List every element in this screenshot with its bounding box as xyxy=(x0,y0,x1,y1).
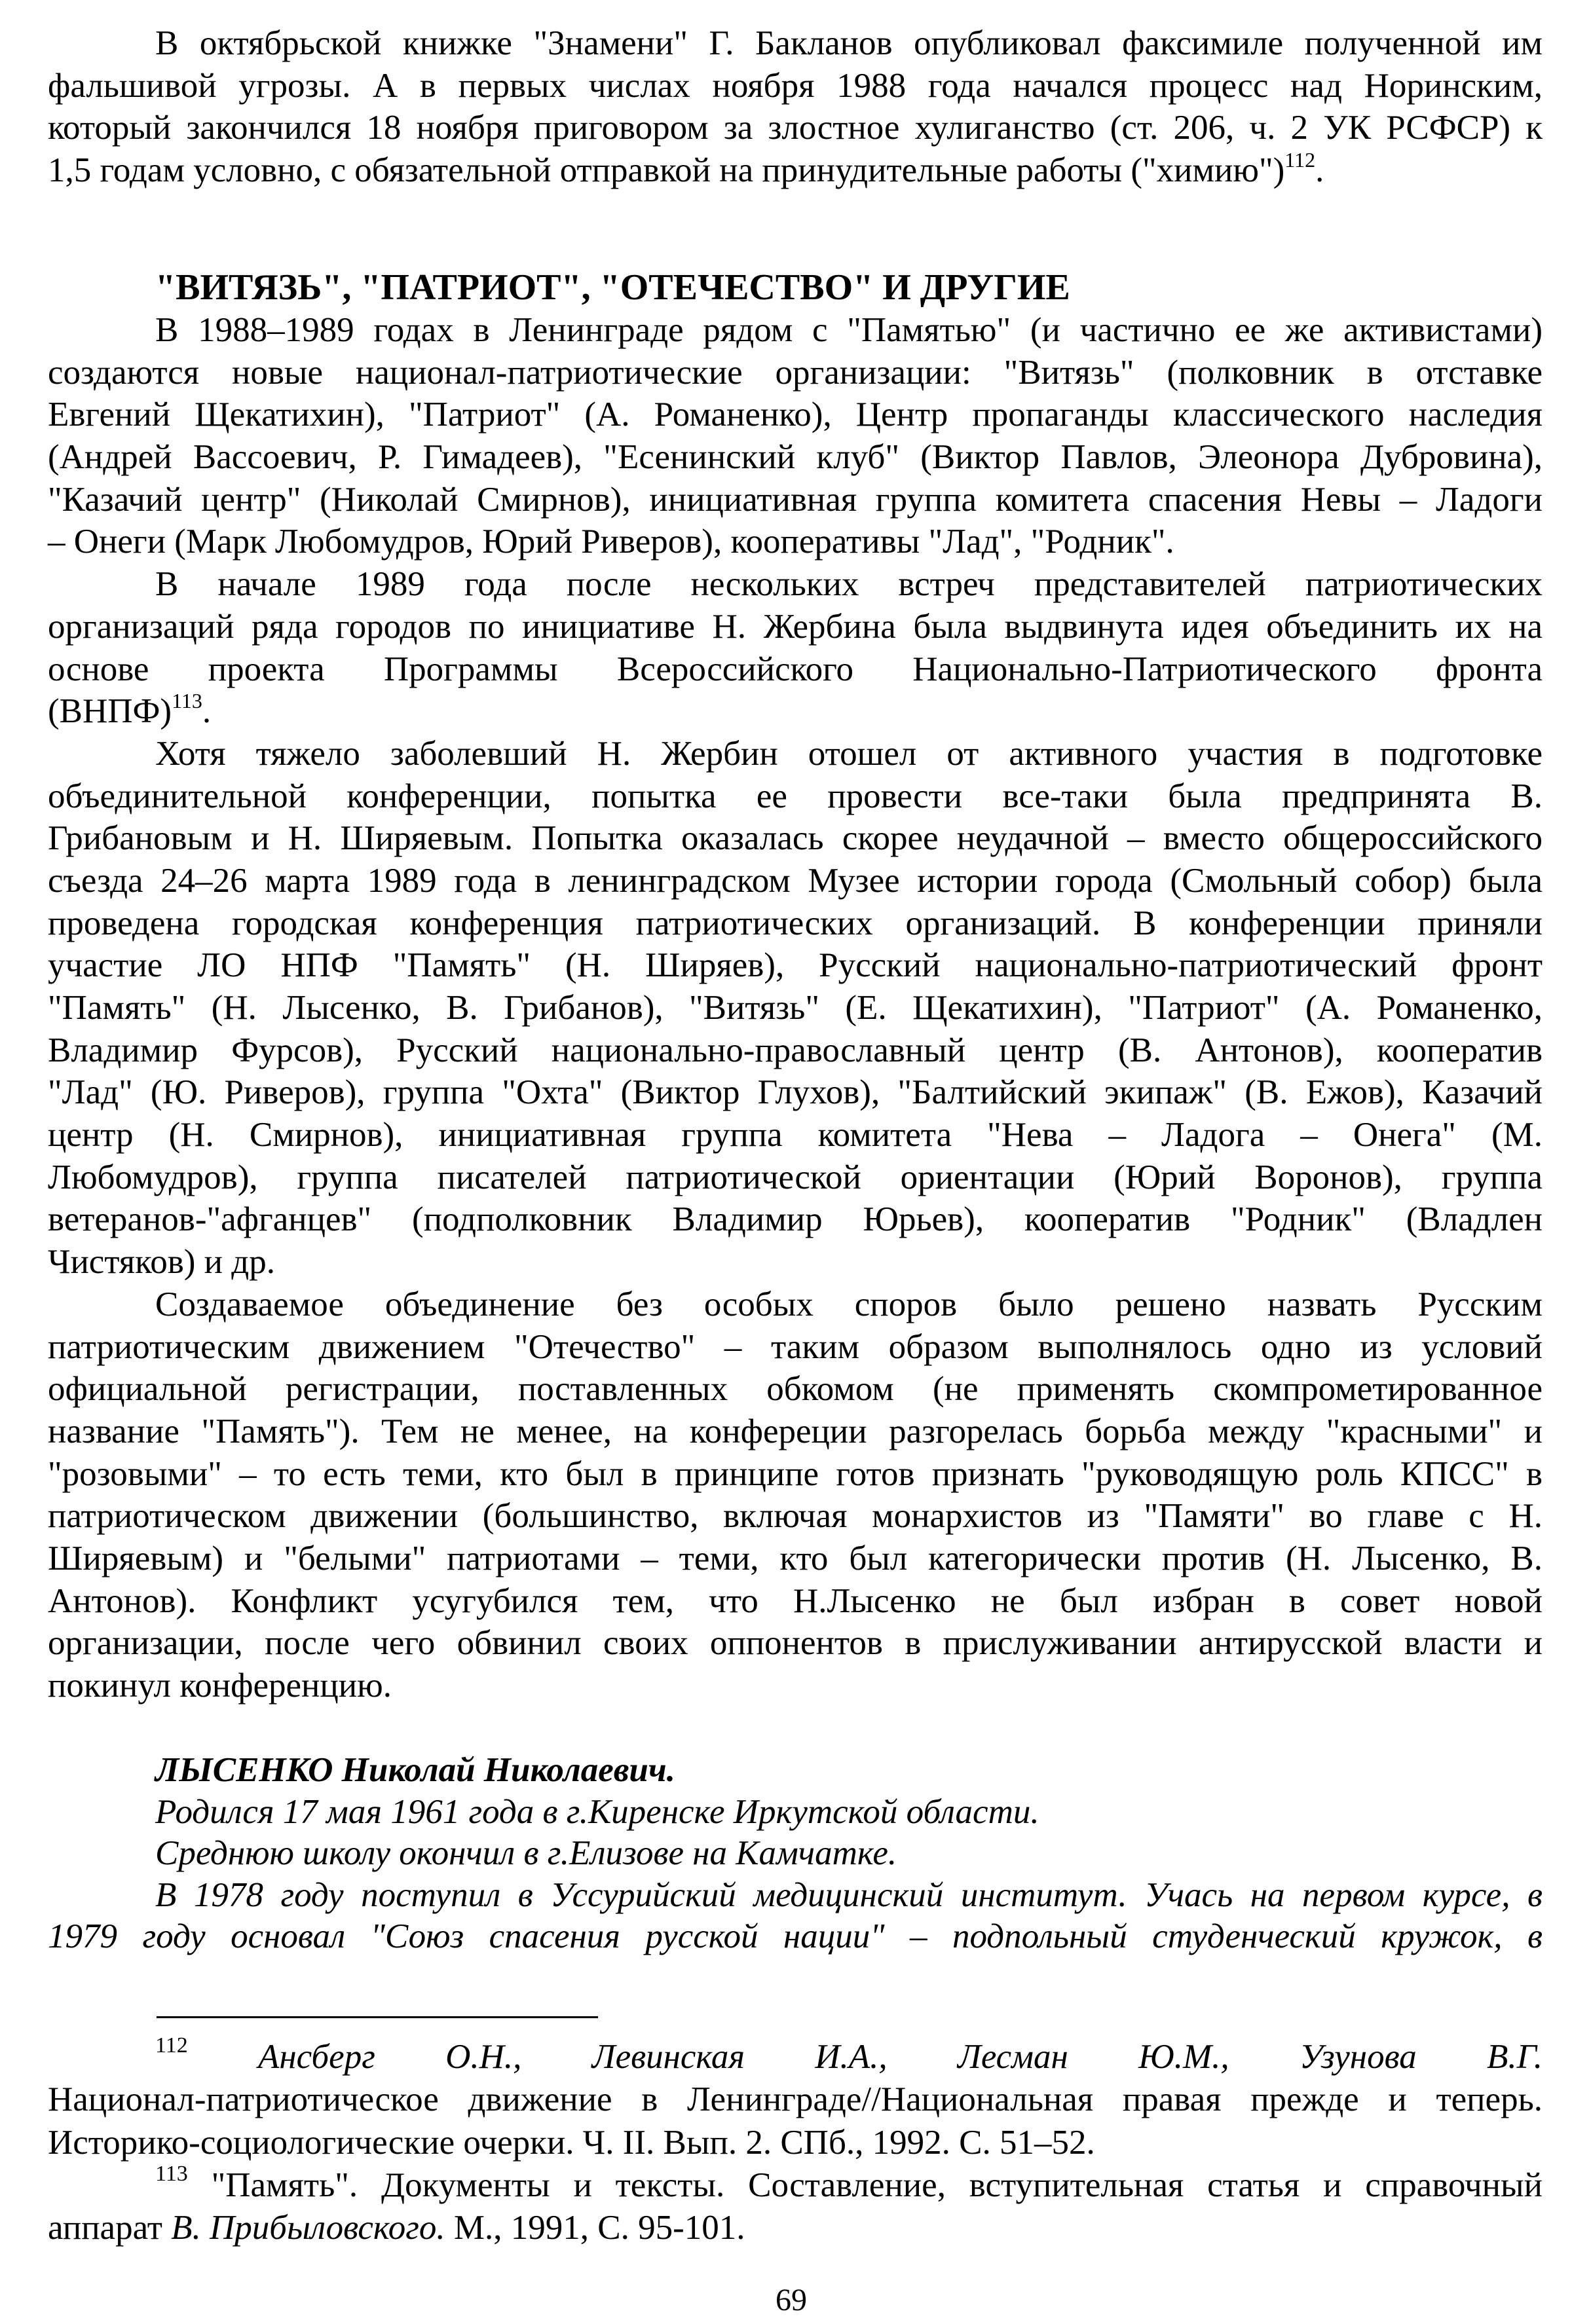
text-line xyxy=(48,2078,1543,2121)
text-line xyxy=(48,987,1543,1029)
text-line xyxy=(48,65,1543,107)
text-line xyxy=(48,1368,1543,1411)
text-line xyxy=(48,1283,1543,1326)
text-line xyxy=(48,1198,1543,1241)
text-line xyxy=(48,394,1543,436)
biography-block xyxy=(48,1750,1543,1958)
text-segment: Антонов). Конфликт усугубился тем, что Н.Лысенко не был избран в совет новой xyxy=(48,1581,1543,1620)
text-segment: 1,5 годам условно, с обязательной отправкой на принудительные работы ("химию") xyxy=(48,151,1285,190)
text-line xyxy=(48,1241,1543,1283)
text-segment: В. Прибыловского. xyxy=(171,2209,445,2247)
text-segment: патриотическим движением "Отечество" – таким образом выполнялось одно из условий xyxy=(48,1327,1543,1366)
text-segment: Евгений Щекатихин), "Патриот" (А. Романенко), Центр пропаганды классического наследия xyxy=(48,396,1543,434)
text-line xyxy=(48,1833,1543,1875)
text-line xyxy=(48,2033,1543,2078)
text-line xyxy=(48,1875,1543,1917)
text-line xyxy=(48,606,1543,648)
text-segment: аппарат xyxy=(48,2209,172,2247)
text-line xyxy=(48,1071,1543,1114)
text-line xyxy=(48,1792,1543,1834)
text-segment: В 1988–1989 годах в Ленинграде рядом с "Памятью" (и частично ее же активистами) xyxy=(155,311,1543,349)
text-segment: "Лад" (Ю. Риверов), группа "Охта" (Виктор Глухов), "Балтийский экипаж" (В. Ежов), Казачий xyxy=(48,1073,1543,1112)
text-segment: Чистяков) и др. xyxy=(48,1243,275,1282)
text-line xyxy=(48,1538,1543,1580)
footnote-ref: 113 xyxy=(155,2161,188,2186)
text-line xyxy=(48,479,1543,521)
footnote-ref: 112 xyxy=(155,2033,188,2057)
text-line xyxy=(48,1029,1543,1072)
text-line xyxy=(48,1495,1543,1538)
text-line xyxy=(48,690,1543,733)
text-segment: Ширяевым) и "белыми" патриотами – теми, кто был категорически против (Н. Лысенко, В. xyxy=(48,1539,1543,1577)
text-segment: Ансберг О.Н., Левинская И.А., Лесман Ю.М., Узунова В.Г. xyxy=(258,2038,1543,2076)
text-line xyxy=(48,2207,1543,2249)
text-segment: объединительной конференции, попытка ее провести все-таки была предпринята В. xyxy=(48,777,1543,815)
text-segment: Любомудров), группа писателей патриотической ориентации (Юрий Воронов), группа xyxy=(48,1158,1543,1196)
text-segment xyxy=(188,2038,258,2076)
page-number: 69 xyxy=(776,2283,807,2317)
text-segment: . xyxy=(202,692,212,731)
text-line xyxy=(48,107,1543,149)
text-segment: В начале 1989 года после нескольких встреч представителей патриотических xyxy=(155,565,1543,604)
text-segment: организаций ряда городов по инициативе Н. Жербина была выдвинута идея объединить их на xyxy=(48,607,1543,646)
text-line xyxy=(48,1453,1543,1496)
text-segment: центр (Н. Смирнов), инициативная группа комитета "Нева – Ладога – Онега" (М. xyxy=(48,1116,1543,1154)
text-segment: (ВНПФ) xyxy=(48,692,172,731)
text-segment: Грибановым и Н. Ширяевым. Попытка оказалась скорее неудачной – вместо общероссийского xyxy=(48,819,1543,858)
text-segment: официальной регистрации, поставленных обкомом (не применять скомпрометированное xyxy=(48,1370,1543,1409)
heading-text: "ВИТЯЗЬ", "ПАТРИОТ", "ОТЕЧЕСТВО" И ДРУГИЕ xyxy=(155,267,1070,308)
text-segment: название "Память"). Тем не менее, на конфереции разгорелась борьба между "красными" и xyxy=(48,1412,1543,1450)
footnotes xyxy=(48,2033,1543,2249)
text-segment: "розовыми" – то есть теми, кто был в принципе готов признать "руководящую роль КПСС" в xyxy=(48,1454,1543,1493)
text-segment: фальшивой угрозы. А в первых числах ноября 1988 года начался процесс над Норинским, xyxy=(48,66,1543,105)
footnote-ref: 112 xyxy=(1284,148,1316,172)
text-line xyxy=(48,1622,1543,1665)
text-line xyxy=(48,1580,1543,1623)
text-segment: который закончился 18 ноября приговором за злостное хулиганство (ст. 206, ч. 2 УК РСФСР) к xyxy=(48,109,1543,147)
text-segment: Родился 17 мая 1961 года в г.Киренске Иркутской области. xyxy=(155,1792,1039,1831)
section-body xyxy=(48,309,1543,1707)
text-segment: – Онеги (Марк Любомудров, Юрий Риверов), кооперативы "Лад", "Родник". xyxy=(48,523,1174,561)
text-line xyxy=(48,563,1543,606)
text-segment: В 1978 году поступил в Уссурийский медицинский институт. Учась на первом курсе, в xyxy=(155,1875,1543,1914)
text-segment: "Память" (Н. Лысенко, В. Грибанов), "Витязь" (Е. Щекатихин), "Патриот" (А. Романенко, xyxy=(48,989,1543,1027)
text-segment: покинул конференцию. xyxy=(48,1667,392,1705)
text-segment: основе проекта Программы Всероссийского Национально-Патриотического фронта xyxy=(48,650,1543,688)
text-line xyxy=(48,648,1543,691)
text-line xyxy=(48,860,1543,902)
text-segment: Историко-социологические очерки. Ч. II. Вып. 2. СПб., 1992. С. 51–52. xyxy=(48,2123,1095,2162)
text-segment: создаются новые национал-патриотические организации: "Витязь" (полковник в отставке xyxy=(48,353,1543,392)
intro-paragraph xyxy=(48,22,1543,192)
text-segment: участие ЛО НПФ "Память" (Н. Ширяев), Русский национально-патриотический фронт xyxy=(48,946,1543,985)
text-line xyxy=(48,817,1543,860)
text-segment: Создаваемое объединение без особых споров было решено назвать Русским xyxy=(155,1285,1543,1323)
section-heading xyxy=(48,267,1543,309)
text-line xyxy=(48,775,1543,818)
text-segment: патриотическом движении (большинство, включая монархистов из "Памяти" во главе с Н. xyxy=(48,1497,1543,1536)
text-segment: организации, после чего обвинил своих оппонентов в прислуживании антирусской власти и xyxy=(48,1624,1543,1663)
text-segment: ЛЫСЕНКО Николай Николаевич. xyxy=(155,1751,675,1789)
text-line xyxy=(48,1114,1543,1156)
text-line xyxy=(48,2161,1543,2207)
text-line xyxy=(48,436,1543,479)
text-segment: Владимир Фурсов), Русский национально-православный центр (В. Антонов), кооператив xyxy=(48,1031,1543,1069)
text-line xyxy=(48,309,1543,352)
text-segment: В октябрьской книжке "Знамени" Г. Бакланов опубликовал факсимиле полученной им xyxy=(155,24,1543,62)
text-segment: Среднюю школу окончил в г.Елизове на Камчатке. xyxy=(155,1834,897,1872)
footnote-divider xyxy=(157,2016,598,2018)
text-line xyxy=(48,733,1543,775)
text-segment: "Память". Документы и тексты. Составление, вступительная статья и справочный xyxy=(187,2166,1543,2204)
text-segment: ветеранов-"афганцев" (подполковник Владимир Юрьев), кооператив "Родник" (Владлен xyxy=(48,1200,1543,1239)
text-line xyxy=(48,149,1543,192)
text-line xyxy=(48,902,1543,945)
text-segment: съезда 24–26 марта 1989 года в ленинградском Музее истории города (Смольный собор) была xyxy=(48,861,1543,900)
text-line xyxy=(48,944,1543,987)
footnote-ref: 113 xyxy=(172,689,202,713)
text-line xyxy=(48,2122,1543,2164)
text-segment: (Андрей Вассоевич, Р. Гимадеев), "Есенинский клуб" (Виктор Павлов, Элеонора Дубровина), xyxy=(48,438,1543,477)
text-line xyxy=(48,521,1543,563)
text-line xyxy=(48,1665,1543,1707)
text-line xyxy=(48,1411,1543,1453)
text-segment: Национал-патриотическое движение в Ленинграде//Национальная правая прежде и теперь. xyxy=(48,2080,1543,2119)
text-segment: . xyxy=(1315,151,1324,190)
text-line xyxy=(48,1916,1543,1958)
text-line xyxy=(48,22,1543,65)
text-segment: 1979 году основал "Союз спасения русской нации" – подпольный студенческий кружок, в xyxy=(48,1917,1543,1955)
text-line xyxy=(48,1326,1543,1369)
text-segment: М., 1991, С. 95-101. xyxy=(445,2209,745,2247)
text-line xyxy=(48,1750,1543,1792)
text-segment: Хотя тяжело заболевший Н. Жербин отошел от активного участия в подготовке xyxy=(155,734,1543,773)
text-segment: "Казачий центр" (Николай Смирнов), инициативная группа комитета спасения Невы – Ладоги xyxy=(48,480,1543,519)
text-line xyxy=(48,352,1543,394)
text-line xyxy=(48,1156,1543,1199)
text-segment: проведена городская конференция патриотических организаций. В конференции приняли xyxy=(48,904,1543,942)
